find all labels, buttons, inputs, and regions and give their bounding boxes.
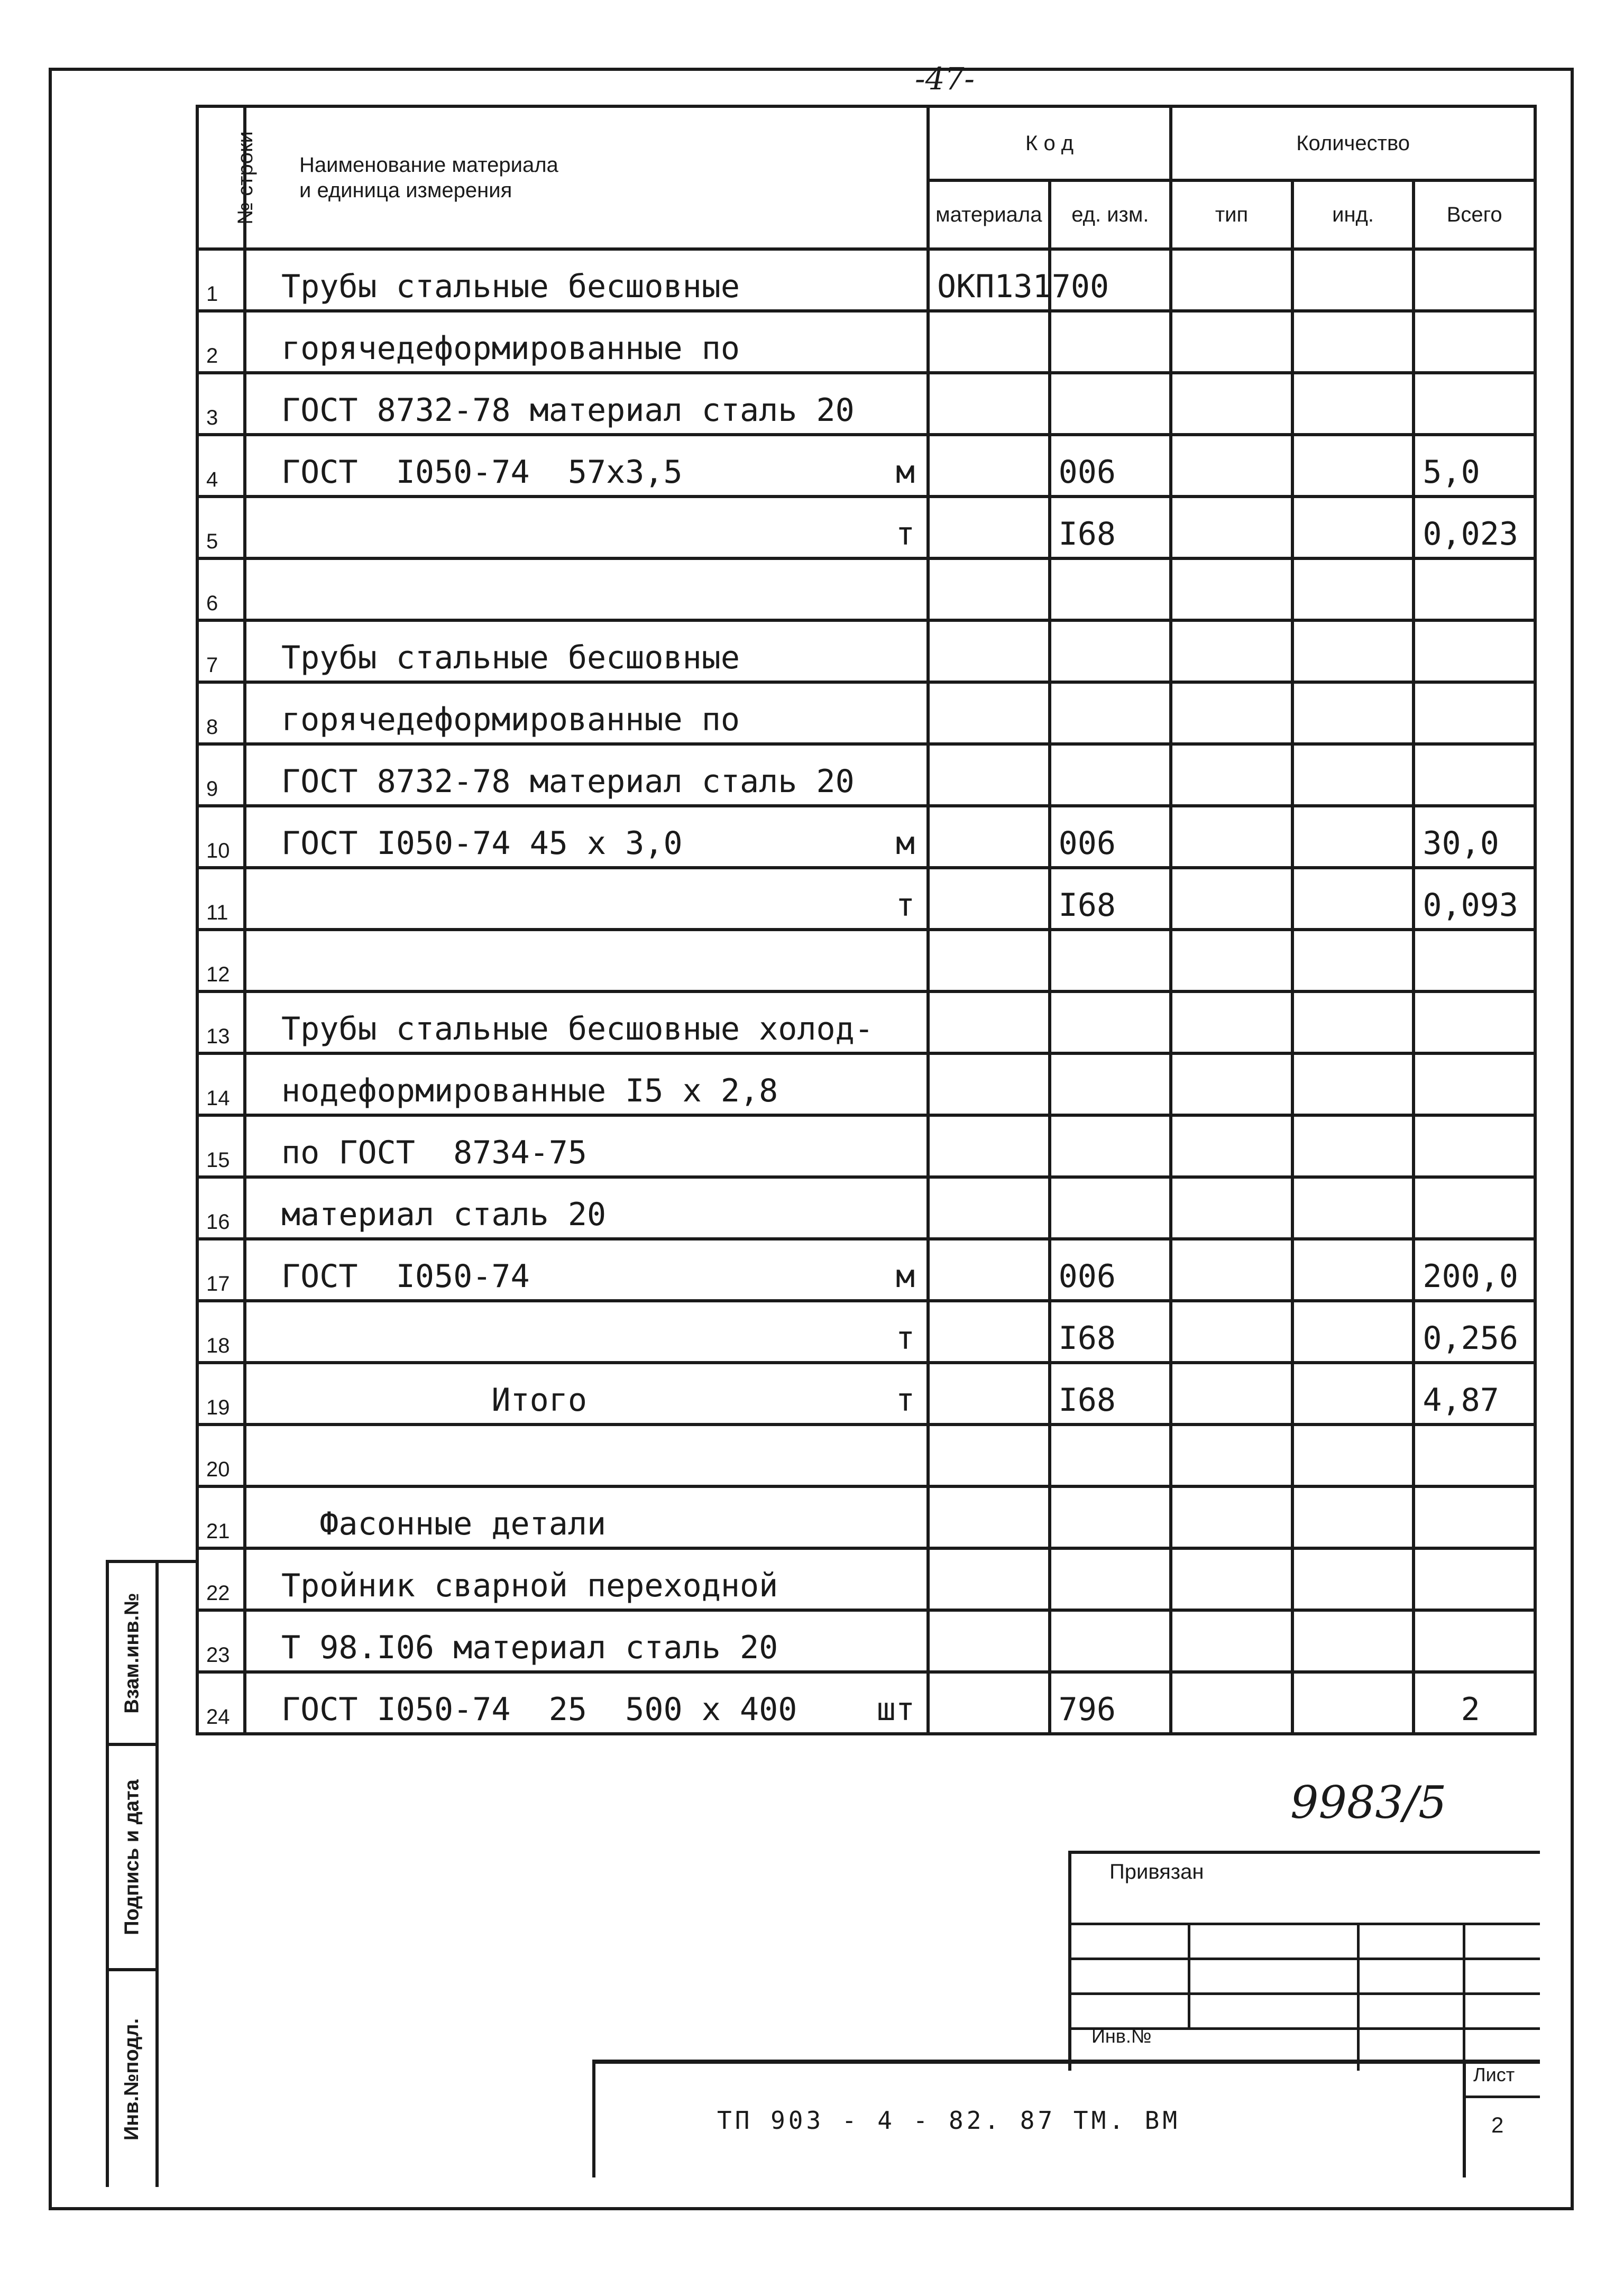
material-code <box>928 1486 1050 1548</box>
qty-type <box>1171 497 1292 558</box>
qty-ind <box>1292 1610 1414 1672</box>
unit-code <box>1050 991 1171 1053</box>
unit-code <box>1050 1610 1171 1672</box>
qty-total: 0,023 <box>1414 497 1535 558</box>
row-number: 5 <box>197 497 245 558</box>
measure-unit: т <box>895 1382 915 1419</box>
material-name <box>245 806 928 868</box>
material-name <box>245 373 928 435</box>
row-number: 17 <box>197 1239 245 1301</box>
qty-type <box>1171 620 1292 682</box>
material-name <box>245 1672 928 1734</box>
row-number: 7 <box>197 620 245 682</box>
qty-type <box>1171 1301 1292 1363</box>
qty-ind <box>1292 1486 1414 1548</box>
table-row <box>197 1301 1535 1363</box>
title-block <box>592 2060 1540 2177</box>
qty-total <box>1414 1610 1535 1672</box>
stamp-replaced-inv: Взам.инв.№ <box>109 1563 159 1746</box>
side-stamp <box>106 1560 199 2187</box>
unit-code <box>1050 1548 1171 1610</box>
material-code: ОКП131700 <box>928 249 1050 311</box>
qty-ind <box>1292 868 1414 930</box>
qty-type <box>1171 1053 1292 1115</box>
unit-code: 006 <box>1050 435 1171 497</box>
unit-code: 006 <box>1050 1239 1171 1301</box>
qty-type <box>1171 868 1292 930</box>
sheet-box <box>1463 2064 1540 2177</box>
material-code <box>928 991 1050 1053</box>
qty-total <box>1414 1115 1535 1177</box>
qty-total: 2 <box>1414 1672 1535 1734</box>
row-number: 9 <box>197 744 245 806</box>
material-name-text: ГОСТ I050-74 57х3,5 <box>281 454 683 491</box>
row-number: 10 <box>197 806 245 868</box>
table-row <box>197 744 1535 806</box>
qty-total: 0,256 <box>1414 1301 1535 1363</box>
qty-ind <box>1292 497 1414 558</box>
material-name-text: ГОСТ I050-74 25 500 х 400 <box>281 1691 797 1728</box>
material-name <box>245 1610 928 1672</box>
qty-type <box>1171 806 1292 868</box>
qty-total: 30,0 <box>1414 806 1535 868</box>
material-code <box>928 620 1050 682</box>
unit-code <box>1050 311 1171 373</box>
qty-type <box>1171 744 1292 806</box>
table-row <box>197 497 1535 558</box>
unit-code <box>1050 1425 1171 1486</box>
measure-unit: т <box>895 516 915 553</box>
row-number: 19 <box>197 1363 245 1425</box>
qty-ind <box>1292 1053 1414 1115</box>
table-body <box>197 249 1535 1734</box>
unit-code <box>1050 1115 1171 1177</box>
qty-ind <box>1292 1115 1414 1177</box>
attached-label: Привязан <box>1109 1860 1204 1883</box>
measure-unit: м <box>895 1258 915 1295</box>
table-row <box>197 435 1535 497</box>
table-row <box>197 1363 1535 1425</box>
material-name <box>245 1425 928 1486</box>
qty-total <box>1414 682 1535 744</box>
material-code <box>928 682 1050 744</box>
material-code <box>928 930 1050 991</box>
qty-type <box>1171 930 1292 991</box>
row-number: 4 <box>197 435 245 497</box>
qty-ind <box>1292 1363 1414 1425</box>
table-row <box>197 1115 1535 1177</box>
qty-total: 5,0 <box>1414 435 1535 497</box>
qty-type <box>1171 311 1292 373</box>
material-name-text: Трубы стальные бесшовные <box>281 639 740 676</box>
measure-unit: м <box>895 825 915 862</box>
row-number: 23 <box>197 1610 245 1672</box>
qty-ind <box>1292 373 1414 435</box>
header-qty-ind: инд. <box>1292 180 1414 249</box>
table-row <box>197 930 1535 991</box>
qty-ind <box>1292 1425 1414 1486</box>
header-qty-type: тип <box>1171 180 1292 249</box>
table-row <box>197 1672 1535 1734</box>
material-name-text: Тройник сварной переходной <box>281 1567 778 1604</box>
material-name-text: Итого <box>281 1382 587 1419</box>
row-number: 21 <box>197 1486 245 1548</box>
qty-ind <box>1292 806 1414 868</box>
qty-total <box>1414 1425 1535 1486</box>
material-name-text: по ГОСТ 8734-75 <box>281 1134 587 1171</box>
unit-code: 006 <box>1050 806 1171 868</box>
material-code <box>928 435 1050 497</box>
qty-total <box>1414 1486 1535 1548</box>
qty-total <box>1414 311 1535 373</box>
material-name <box>245 620 928 682</box>
material-name <box>245 868 928 930</box>
table-row <box>197 1486 1535 1548</box>
table-row <box>197 991 1535 1053</box>
table-row <box>197 1177 1535 1239</box>
unit-code: I68 <box>1050 1363 1171 1425</box>
material-code <box>928 1239 1050 1301</box>
qty-type <box>1171 1177 1292 1239</box>
material-name-text: ГОСТ 8732-78 материал сталь 20 <box>281 392 855 429</box>
header-quantity: Количество <box>1171 106 1535 180</box>
material-name <box>245 311 928 373</box>
material-name <box>245 435 928 497</box>
document-code: ТП 903 - 4 - 82. 87 ТМ. ВМ <box>717 2106 1181 2135</box>
qty-total <box>1414 620 1535 682</box>
qty-type <box>1171 1425 1292 1486</box>
row-number: 13 <box>197 991 245 1053</box>
row-number: 1 <box>197 249 245 311</box>
unit-code <box>1050 620 1171 682</box>
qty-type <box>1171 1486 1292 1548</box>
unit-code <box>1050 682 1171 744</box>
material-name-text: ГОСТ I050-74 45 х 3,0 <box>281 825 683 862</box>
row-number: 3 <box>197 373 245 435</box>
header-code-material: материала <box>928 180 1050 249</box>
qty-ind <box>1292 558 1414 620</box>
qty-ind <box>1292 930 1414 991</box>
qty-ind <box>1292 991 1414 1053</box>
material-code <box>928 373 1050 435</box>
qty-total <box>1414 991 1535 1053</box>
table-row <box>197 620 1535 682</box>
qty-type <box>1171 1548 1292 1610</box>
material-code <box>928 1672 1050 1734</box>
unit-code <box>1050 744 1171 806</box>
unit-code: I68 <box>1050 868 1171 930</box>
table-row <box>197 311 1535 373</box>
material-code <box>928 497 1050 558</box>
row-number: 20 <box>197 1425 245 1486</box>
material-name-text: Трубы стальные бесшовные <box>281 268 740 305</box>
unit-code <box>1050 1486 1171 1548</box>
material-name <box>245 1363 928 1425</box>
qty-total <box>1414 1053 1535 1115</box>
qty-type <box>1171 682 1292 744</box>
qty-ind <box>1292 744 1414 806</box>
material-name <box>245 744 928 806</box>
row-number: 11 <box>197 868 245 930</box>
material-code <box>928 1115 1050 1177</box>
qty-type <box>1171 435 1292 497</box>
header-row-number: № строки <box>197 106 245 249</box>
qty-type <box>1171 1672 1292 1734</box>
qty-total <box>1414 1548 1535 1610</box>
material-code <box>928 806 1050 868</box>
qty-ind <box>1292 1548 1414 1610</box>
table-row <box>197 868 1535 930</box>
material-name <box>245 1548 928 1610</box>
qty-type <box>1171 373 1292 435</box>
material-code <box>928 1363 1050 1425</box>
table-row <box>197 558 1535 620</box>
material-name-text: ГОСТ I050-74 <box>281 1258 530 1295</box>
qty-total <box>1414 744 1535 806</box>
measure-unit: шт <box>876 1691 915 1728</box>
row-number: 8 <box>197 682 245 744</box>
material-code <box>928 1053 1050 1115</box>
material-code <box>928 1610 1050 1672</box>
material-name <box>245 1115 928 1177</box>
material-name <box>245 1301 928 1363</box>
row-number: 24 <box>197 1672 245 1734</box>
row-number: 16 <box>197 1177 245 1239</box>
qty-total: 200,0 <box>1414 1239 1535 1301</box>
table-row <box>197 1239 1535 1301</box>
table-row <box>197 806 1535 868</box>
material-name-text: Т 98.I06 материал сталь 20 <box>281 1629 778 1666</box>
material-name <box>245 497 928 558</box>
material-code <box>928 1548 1050 1610</box>
material-name <box>245 558 928 620</box>
table-row <box>197 1425 1535 1486</box>
unit-code <box>1050 930 1171 991</box>
qty-total <box>1414 558 1535 620</box>
measure-unit: м <box>895 454 915 491</box>
qty-type <box>1171 249 1292 311</box>
table-row <box>197 682 1535 744</box>
table-row <box>197 1053 1535 1115</box>
table-row <box>197 1610 1535 1672</box>
inv-label: Инв.№ <box>1091 2025 1152 2047</box>
unit-code: 796 <box>1050 1672 1171 1734</box>
row-number: 14 <box>197 1053 245 1115</box>
row-number: 18 <box>197 1301 245 1363</box>
header-material-name: Наименование материала и единица измерения <box>245 106 928 249</box>
qty-total <box>1414 1177 1535 1239</box>
row-number: 2 <box>197 311 245 373</box>
qty-ind <box>1292 435 1414 497</box>
qty-type <box>1171 558 1292 620</box>
material-name <box>245 991 928 1053</box>
qty-total: 0,093 <box>1414 868 1535 930</box>
qty-total <box>1414 249 1535 311</box>
table-row <box>197 373 1535 435</box>
material-name <box>245 249 928 311</box>
material-name <box>245 682 928 744</box>
qty-ind <box>1292 249 1414 311</box>
measure-unit: т <box>895 1320 915 1357</box>
qty-type <box>1171 991 1292 1053</box>
header-qty-total: Всего <box>1414 180 1535 249</box>
qty-ind <box>1292 1301 1414 1363</box>
qty-total <box>1414 930 1535 991</box>
qty-ind <box>1292 1239 1414 1301</box>
unit-code: I68 <box>1050 1301 1171 1363</box>
material-name <box>245 1177 928 1239</box>
qty-type <box>1171 1610 1292 1672</box>
qty-ind <box>1292 682 1414 744</box>
material-name-text: ГОСТ 8732-78 материал сталь 20 <box>281 763 855 800</box>
stamp-original-inv: Инв.№подл. <box>109 1971 159 2187</box>
material-code <box>928 1425 1050 1486</box>
measure-unit: т <box>895 887 915 924</box>
unit-code: I68 <box>1050 497 1171 558</box>
table-row <box>197 1548 1535 1610</box>
qty-ind <box>1292 1672 1414 1734</box>
material-code <box>928 1301 1050 1363</box>
sheet-number: 2 <box>1491 2112 1504 2137</box>
header-code: К о д <box>928 106 1171 180</box>
unit-code <box>1050 1177 1171 1239</box>
row-number: 6 <box>197 558 245 620</box>
material-name-text: горячедеформированные по <box>281 701 740 738</box>
stamp-signature-date: Подпись и дата <box>109 1746 159 1971</box>
row-number: 12 <box>197 930 245 991</box>
material-name-text: нодеформированные I5 х 2,8 <box>281 1072 778 1109</box>
qty-type <box>1171 1363 1292 1425</box>
material-name <box>245 1239 928 1301</box>
material-code <box>928 311 1050 373</box>
material-name <box>245 1486 928 1548</box>
qty-total: 4,87 <box>1414 1363 1535 1425</box>
unit-code <box>1050 558 1171 620</box>
row-number: 22 <box>197 1548 245 1610</box>
handwritten-number: 9983/5 <box>1290 1777 1447 1828</box>
material-name-text: материал сталь 20 <box>281 1196 607 1233</box>
page-number: -47- <box>915 61 975 97</box>
material-code <box>928 1177 1050 1239</box>
qty-ind <box>1292 311 1414 373</box>
qty-type <box>1171 1115 1292 1177</box>
table-row <box>197 249 1535 311</box>
material-code <box>928 744 1050 806</box>
qty-ind <box>1292 1177 1414 1239</box>
material-name-text: Фасонные детали <box>281 1505 607 1542</box>
unit-code <box>1050 373 1171 435</box>
qty-type <box>1171 1239 1292 1301</box>
material-name <box>245 1053 928 1115</box>
material-name <box>245 930 928 991</box>
specification-table <box>196 105 1537 1735</box>
qty-total <box>1414 373 1535 435</box>
header-code-unit: ед. изм. <box>1050 180 1171 249</box>
qty-ind <box>1292 620 1414 682</box>
unit-code <box>1050 1053 1171 1115</box>
sheet-label: Лист <box>1473 2064 1515 2085</box>
row-number: 15 <box>197 1115 245 1177</box>
material-name-text: Трубы стальные бесшовные холод- <box>281 1010 874 1047</box>
material-code <box>928 868 1050 930</box>
material-code <box>928 558 1050 620</box>
material-name-text: горячедеформированные по <box>281 330 740 367</box>
